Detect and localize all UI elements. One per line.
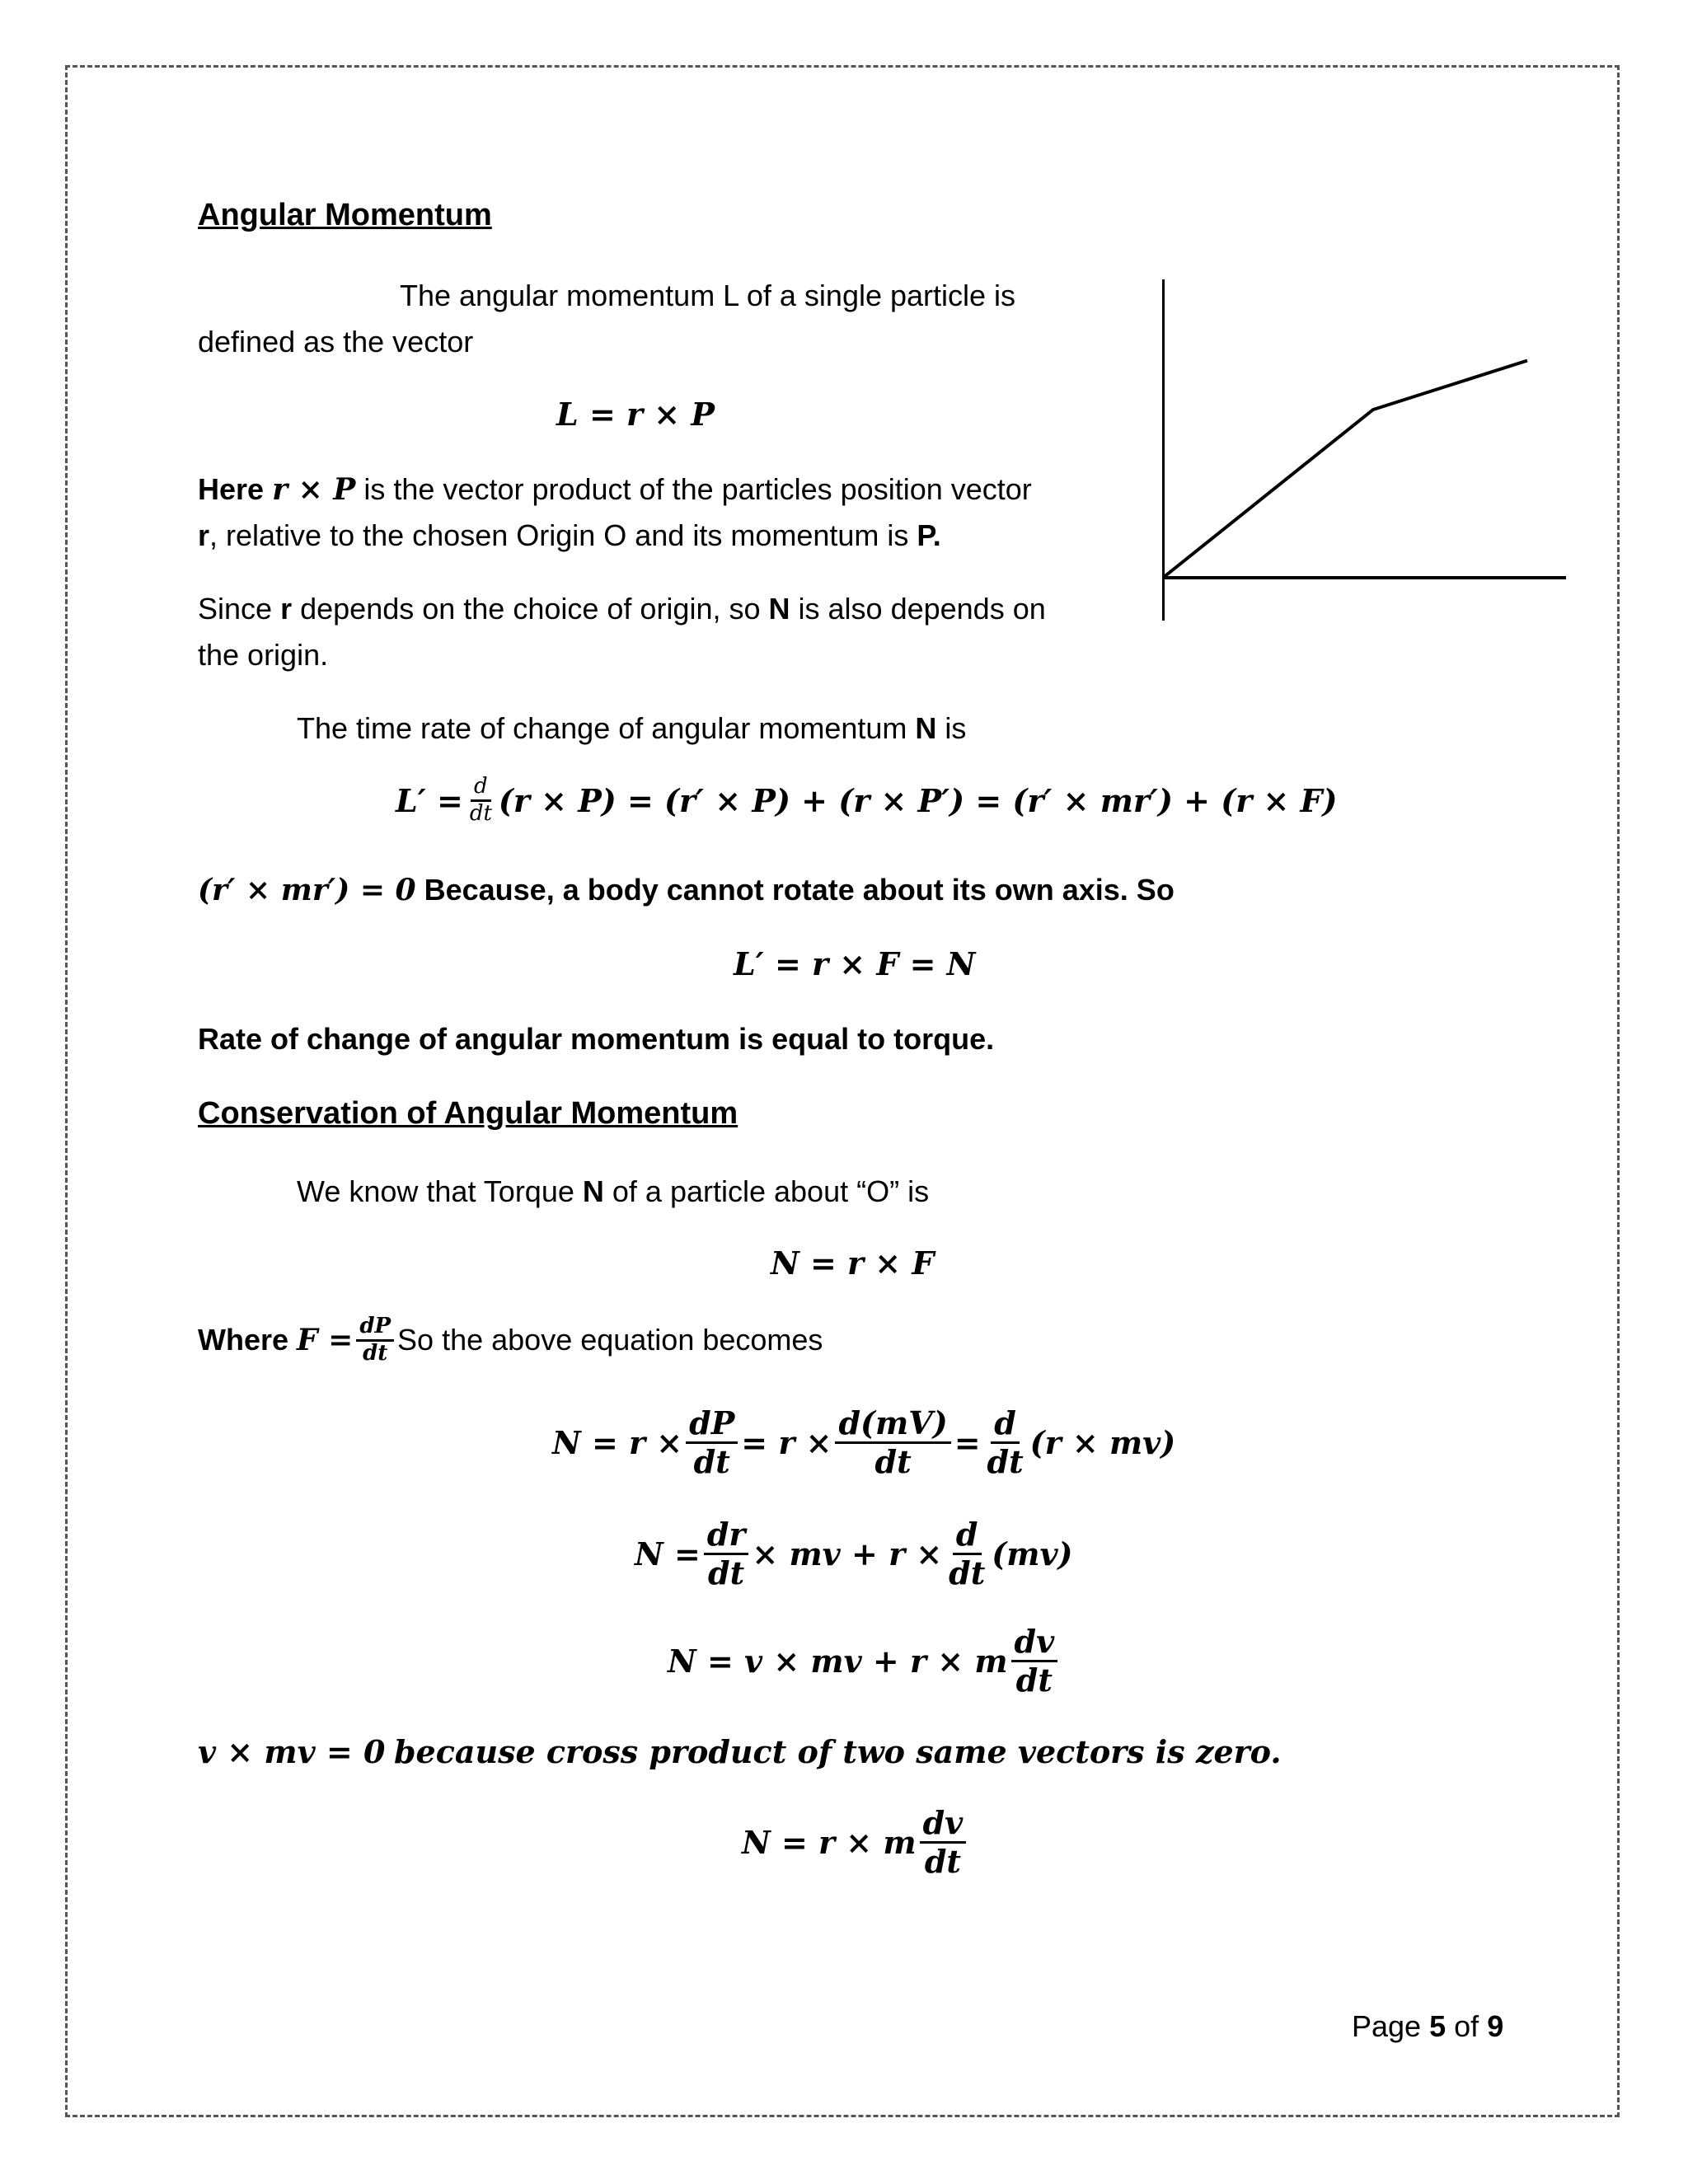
eq1-f2-den: dt <box>874 1442 912 1480</box>
dt-denominator-2: dt <box>363 1340 388 1366</box>
equation-angular-momentum: L = r × P <box>556 396 715 433</box>
eq1-lhs: N = r × <box>552 1423 683 1461</box>
here-label: Here <box>198 472 265 506</box>
torque-text-b: of a particle about “O” is <box>612 1174 930 1208</box>
eq1-f3-den: dt <box>987 1442 1024 1480</box>
lprime-rhs: (r × P) = (r′ × P) + (r × P′) = (r′ × mr′) + (r × F) <box>498 781 1338 819</box>
dt-denominator: dt <box>469 800 492 826</box>
zero-text: because cross product of two same vectors is zero. <box>393 1733 1282 1770</box>
eq3-den: dt <box>1015 1661 1053 1699</box>
eq2-f1-den: dt <box>708 1554 745 1591</box>
rxp-math: r × P <box>272 472 356 507</box>
eq1-equals: = <box>954 1423 981 1461</box>
since-text: Since <box>198 592 273 626</box>
torque-n-bold: N <box>582 1174 604 1208</box>
conclusion-text <box>198 1019 994 1059</box>
eq1-fraction-3 <box>984 1405 1027 1479</box>
page-of: of <box>1454 2009 1479 2043</box>
eq1-f2-num: d(mV) <box>835 1405 950 1444</box>
intro-line-2: defined as the vector <box>198 325 474 359</box>
lprime-lhs: L′ = <box>396 781 463 819</box>
eq1-f1-den: dt <box>693 1442 730 1480</box>
eq3-lhs: N = v × mv + r × m <box>668 1642 1008 1680</box>
eq4-den: dt <box>924 1842 961 1880</box>
equation-expansion-2 <box>635 1516 1073 1591</box>
conclusion-bold: Rate of change of angular momentum is equal to torque. <box>198 1022 995 1056</box>
r-bold-2: r <box>280 592 293 626</box>
p-bold: P. <box>917 518 941 552</box>
eq1-fraction-1 <box>686 1405 738 1479</box>
eq1-fraction-2 <box>835 1405 950 1479</box>
eq1-f1-num: dP <box>686 1405 738 1444</box>
time-rate-text: The time rate of change of angular momentum <box>297 711 907 745</box>
rate-is-text: is <box>945 711 967 745</box>
d-numerator: d <box>471 775 491 802</box>
intro-line-1 <box>400 276 1015 316</box>
eq2-fraction-2 <box>945 1516 988 1591</box>
eq1-f3-num: d <box>991 1405 1020 1444</box>
intro-text: The angular momentum L of a single particle is <box>400 279 1016 312</box>
origin-text: , relative to the chosen Origin O and its momentum is <box>209 518 909 552</box>
page-number <box>1352 2007 1503 2046</box>
equation-torque-relation: L′ = r × F = N <box>734 945 976 982</box>
eq1-mid: = r × <box>741 1423 832 1461</box>
eq4-num: dv <box>920 1805 967 1844</box>
d-dt-fraction <box>467 775 495 827</box>
eq1-tail: (r × mv) <box>1029 1423 1176 1461</box>
page-total: 9 <box>1487 2009 1504 2043</box>
because-line <box>198 870 1175 910</box>
vector-product-text: is the vector product of the particles position vector <box>363 472 1032 506</box>
where-f: F = <box>297 1323 354 1358</box>
eq4-lhs: N = r × m <box>742 1823 917 1861</box>
where-rest-text: So the above equation becomes <box>397 1323 823 1357</box>
equation-lprime-expansion <box>396 775 1338 827</box>
eq2-tail: (mv) <box>992 1535 1073 1572</box>
because-text: Because, a body cannot rotate about its own axis. So <box>424 873 1175 907</box>
eq2-f1-num: dr <box>704 1516 749 1555</box>
eq2-fraction-1 <box>704 1516 749 1591</box>
paragraph-origin-line1 <box>198 589 1046 629</box>
r-bold: r <box>198 518 210 552</box>
line-sketch-figure <box>1162 276 1566 622</box>
section-heading-angular-momentum: Angular Momentum <box>198 198 492 232</box>
section-heading-conservation: Conservation of Angular Momentum <box>198 1096 738 1131</box>
equation-torque: N = r × F <box>771 1244 935 1282</box>
n-bold: N <box>768 592 790 626</box>
where-line <box>198 1315 823 1366</box>
eq3-num: dv <box>1011 1624 1058 1662</box>
rate-n-bold: N <box>915 711 937 745</box>
equation-expansion-1 <box>552 1405 1175 1479</box>
page-word: Page <box>1352 2009 1422 2043</box>
time-rate-line <box>297 709 966 748</box>
page-current: 5 <box>1429 2009 1447 2043</box>
equation-expansion-3 <box>668 1624 1061 1698</box>
eq2-f2-num: d <box>953 1516 982 1555</box>
eq4-fraction <box>920 1805 967 1879</box>
eq3-fraction <box>1011 1624 1058 1698</box>
dp-dt-fraction <box>356 1315 394 1366</box>
also-depends-text: is also depends on <box>798 592 1046 626</box>
torque-line <box>297 1172 929 1212</box>
paragraph-vector-product-line1 <box>198 470 1032 509</box>
where-label: Where <box>198 1323 289 1357</box>
zero-cross-product-line <box>198 1733 1282 1771</box>
paragraph-origin-line2: the origin. <box>198 638 329 672</box>
eq2-lhs: N = <box>635 1535 701 1572</box>
paragraph-vector-product-line2 <box>198 516 941 555</box>
because-math: (r′ × mr′) = 0 <box>198 873 416 907</box>
eq2-mid: × mv + r × <box>752 1535 943 1572</box>
equation-final <box>742 1805 969 1879</box>
zero-math: v × mv = 0 <box>198 1733 386 1770</box>
torque-text-a: We know that Torque <box>297 1174 574 1208</box>
depends-text: depends on the choice of origin, so <box>300 592 761 626</box>
dp-numerator: dP <box>356 1315 394 1342</box>
eq2-f2-den: dt <box>949 1554 986 1591</box>
figure-polyline <box>1163 361 1527 579</box>
